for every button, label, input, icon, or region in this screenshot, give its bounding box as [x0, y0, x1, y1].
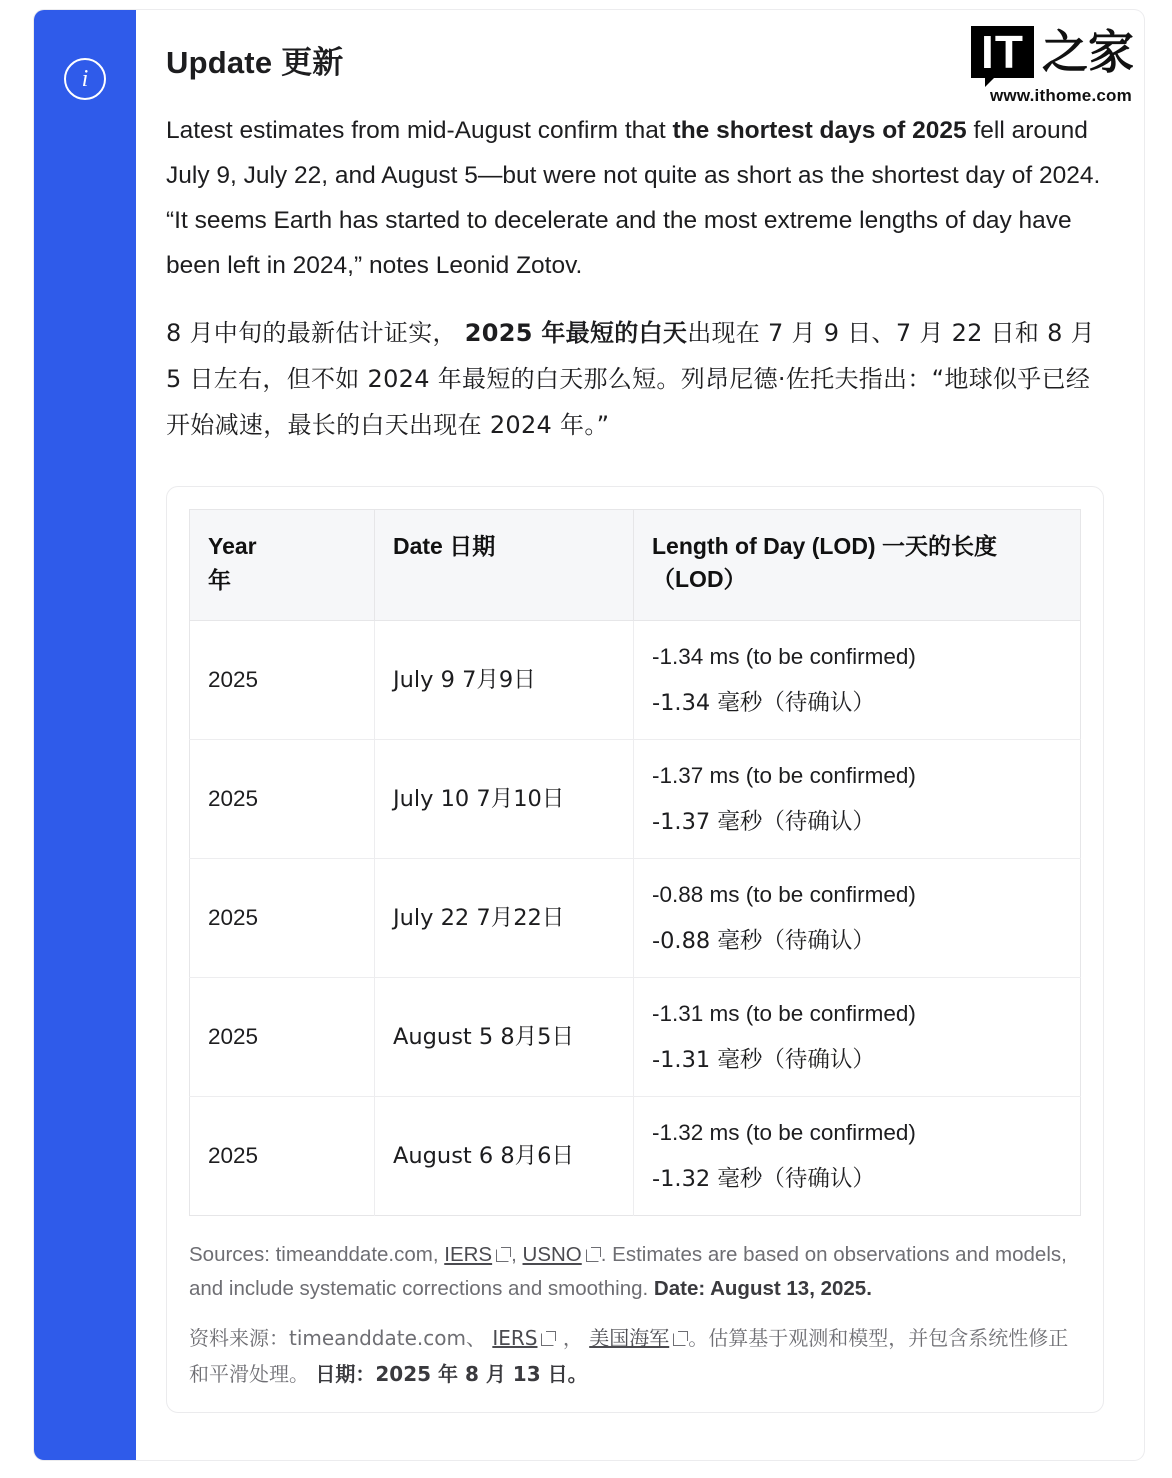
column-header-lod: Length of Day (LOD) 一天的长度（LOD） — [634, 510, 1081, 621]
cell-lod-cn: -1.37 毫秒（待确认） — [652, 809, 875, 835]
sources-en-sep: , — [511, 1243, 523, 1266]
column-header-date: Date 日期 — [375, 510, 634, 621]
cell-lod-en: -1.34 ms (to be confirmed) — [652, 644, 916, 669]
logo-it-mark: IT — [971, 26, 1034, 78]
cell-year: 2025 — [190, 740, 375, 859]
column-header-year — [190, 510, 375, 621]
cell-year: 2025 — [190, 621, 375, 740]
cell-date: July 10 7月10日 — [375, 740, 634, 859]
cell-date: July 9 7月9日 — [375, 621, 634, 740]
callout-accent-bar — [34, 10, 136, 1460]
page-title: Update 更新 — [166, 45, 344, 80]
link-usno-zh[interactable]: 美国海军 — [589, 1326, 670, 1350]
lod-table — [189, 509, 1081, 1216]
table-row — [190, 859, 1081, 978]
cell-lod-cn: -1.34 毫秒（待确认） — [652, 690, 875, 716]
table-row — [190, 1097, 1081, 1216]
column-header-year-en: Year — [208, 533, 257, 559]
external-link-icon — [541, 1331, 556, 1346]
lod-table-body — [190, 621, 1081, 1216]
external-link-icon — [586, 1247, 601, 1262]
cell-lod-en: -0.88 ms (to be confirmed) — [652, 882, 916, 907]
sources-chinese — [189, 1320, 1081, 1392]
sources-en-date: Date: August 13, 2025. — [653, 1277, 872, 1300]
link-iers-en[interactable]: IERS — [444, 1243, 493, 1266]
sources-zh-mid: 。估算基于观测和模型，并包含系统性修正和平滑处理。 — [189, 1326, 1069, 1386]
logo-url: www.ithome.com — [989, 86, 1132, 105]
external-link-icon — [496, 1247, 511, 1262]
paragraph-chinese — [166, 310, 1104, 448]
logo-cn-mark: 之家 — [1041, 25, 1134, 79]
link-iers-zh[interactable]: IERS — [492, 1326, 538, 1350]
paragraph-english-bold: the shortest days of 2025 — [672, 117, 967, 144]
cell-lod-en: -1.37 ms (to be confirmed) — [652, 763, 916, 788]
cell-date: July 22 7月22日 — [375, 859, 634, 978]
table-row — [190, 621, 1081, 740]
cell-lod-cn: -1.32 毫秒（待确认） — [652, 1166, 875, 1192]
cell-lod — [634, 859, 1081, 978]
ithome-logo — [952, 26, 1134, 106]
cell-lod-cn: -0.88 毫秒（待确认） — [652, 928, 875, 954]
column-header-year-cn: 年 — [208, 568, 231, 594]
sources-en-prefix: Sources: timeanddate.com, — [189, 1243, 445, 1266]
table-header-row — [190, 510, 1081, 621]
lod-table-panel — [166, 486, 1104, 1413]
cell-date: August 6 8月6日 — [375, 1097, 634, 1216]
cell-year: 2025 — [190, 1097, 375, 1216]
cell-lod — [634, 1097, 1081, 1216]
table-row — [190, 740, 1081, 859]
info-icon: i — [64, 58, 106, 100]
paragraph-chinese-part2: 出现在 7 月 9 日、7 月 22 日和 8 月 5 日左右，但不如 2024 年最短的白天那么短。列昂尼德·佐托夫指出：“地球似乎已经开始减速，最长的白天出现在 2024 年。” — [166, 319, 1095, 439]
external-link-icon — [673, 1331, 688, 1346]
cell-lod-en: -1.32 ms (to be confirmed) — [652, 1120, 916, 1145]
sources-english — [189, 1238, 1081, 1306]
paragraph-chinese-part1: 8 月中旬的最新估计证实， — [166, 319, 465, 347]
link-usno-en[interactable]: USNO — [522, 1243, 582, 1266]
paragraph-chinese-bold: 2025 年最短的白天 — [464, 319, 688, 347]
sources-en-mid: . Estimates are based on observations and models, and include systematic corrections and smoothing. — [189, 1243, 1067, 1300]
paragraph-english-part2: fell around July 9, July 22, and August 5—but were not quite as short as the shortest day of 2024. “It seems Earth has started to decelerate and the most extreme lengths of day have been left in 2024,” notes Leonid Zotov. — [166, 117, 1101, 279]
sources-zh-date: 日期：2025 年 8 月 13 日。 — [315, 1362, 588, 1386]
logo-marks — [952, 26, 1134, 78]
cell-year: 2025 — [190, 978, 375, 1097]
table-row — [190, 978, 1081, 1097]
callout-content — [136, 10, 1144, 1460]
paragraph-english-part1: Latest estimates from mid-August confirm that — [166, 117, 673, 144]
update-callout — [34, 10, 1144, 1460]
cell-lod — [634, 740, 1081, 859]
cell-lod-cn: -1.31 毫秒（待确认） — [652, 1047, 875, 1073]
paragraph-english — [166, 108, 1104, 288]
sources-zh-prefix: 资料来源：timeanddate.com、 — [189, 1326, 493, 1350]
lod-table-head — [190, 510, 1081, 621]
cell-lod — [634, 621, 1081, 740]
cell-lod — [634, 978, 1081, 1097]
cell-year: 2025 — [190, 859, 375, 978]
sources-zh-sep: ， — [556, 1326, 590, 1350]
cell-date: August 5 8月5日 — [375, 978, 634, 1097]
cell-lod-en: -1.31 ms (to be confirmed) — [652, 1001, 916, 1026]
